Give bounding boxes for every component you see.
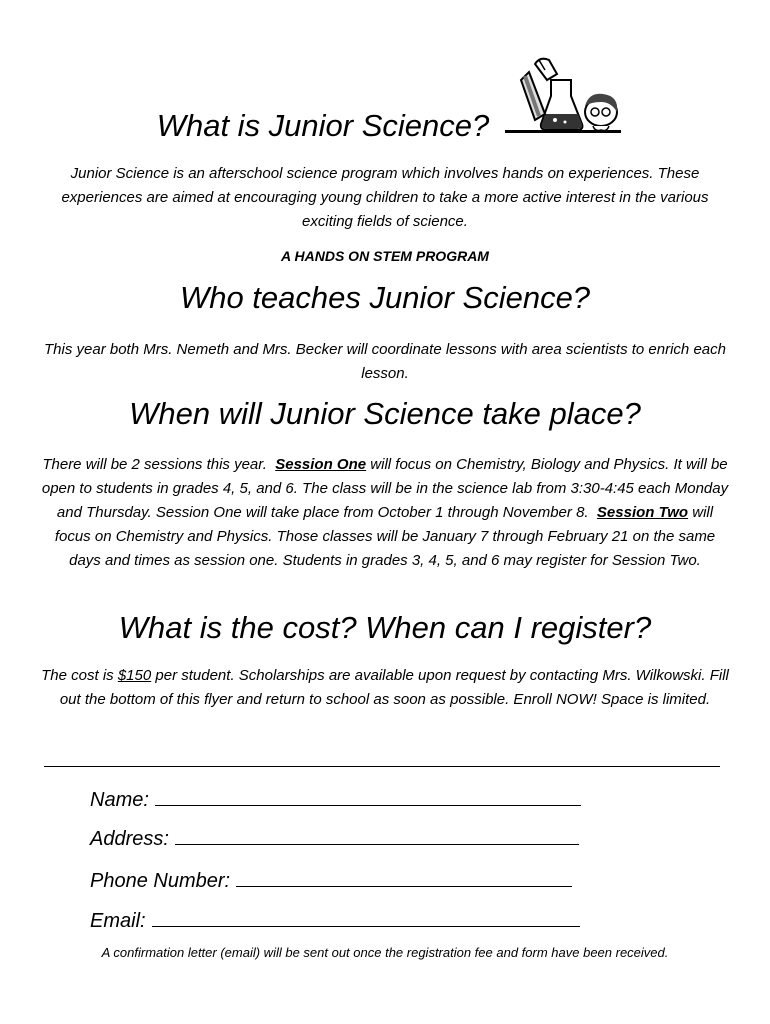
heading-cost: What is the cost? When can I register? bbox=[118, 610, 652, 645]
cut-line-divider bbox=[44, 766, 720, 767]
teachers-paragraph: This year both Mrs. Nemeth and Mrs. Becker will coordinate lessons with area scientists to enrich each lesson. bbox=[44, 341, 726, 382]
confirmation-note: A confirmation letter (email) will be sent out once the registration fee and form have been received. bbox=[101, 945, 669, 960]
email-field[interactable] bbox=[90, 906, 580, 933]
name-label: Name: bbox=[90, 789, 149, 811]
email-blank[interactable] bbox=[152, 906, 580, 927]
phone-label: Phone Number: bbox=[90, 870, 231, 892]
schedule-text-a: There will be 2 sessions this year. bbox=[42, 456, 267, 473]
heading-what-is: What is Junior Science? bbox=[156, 108, 490, 143]
address-field[interactable] bbox=[90, 824, 579, 851]
schedule-text-b: will focus on Chemistry, Biology and Physics. It will be open to students in grades 4, 5, and 6. The class will be in the science lab from 3:30-4:45 each Monday and Thursday. Session One will take place from October 1 through November 8. bbox=[41, 456, 729, 521]
heading-when: When will Junior Science take place? bbox=[129, 396, 641, 431]
cost-text-b: per student. Scholarships are available upon request by contacting Mrs. Wilkowski. Fill out the bottom of this flyer and return to school as soon as possible. Enroll NOW! Space is limited. bbox=[59, 667, 729, 708]
cost-amount: $150 bbox=[117, 667, 152, 684]
phone-blank[interactable] bbox=[236, 866, 572, 887]
name-blank[interactable] bbox=[155, 785, 581, 806]
session-two-label: Session Two bbox=[596, 504, 689, 521]
cost-paragraph bbox=[40, 664, 730, 712]
address-label: Address: bbox=[90, 828, 169, 850]
address-blank[interactable] bbox=[175, 824, 579, 845]
session-one-label: Session One bbox=[275, 456, 367, 473]
schedule-paragraph bbox=[38, 453, 732, 573]
stem-tagline: A HANDS ON STEM PROGRAM bbox=[281, 248, 489, 264]
name-field[interactable] bbox=[90, 785, 581, 812]
schedule-text-c: will focus on Chemistry and Physics. Those classes will be January 7 through February 21 on the same days and times as session one. Students in grades 3, 4, 5, and 6 may register for Session Two. bbox=[54, 504, 716, 569]
email-label: Email: bbox=[90, 910, 146, 932]
phone-field[interactable] bbox=[90, 866, 572, 893]
intro-paragraph: Junior Science is an afterschool science program which involves hands on experiences. These experiences are aimed at encouraging young children to take a more active interest in the various exciting fields of science. bbox=[61, 165, 709, 230]
heading-who-teaches: Who teaches Junior Science? bbox=[179, 280, 591, 315]
cost-text-a: The cost is bbox=[41, 667, 114, 684]
